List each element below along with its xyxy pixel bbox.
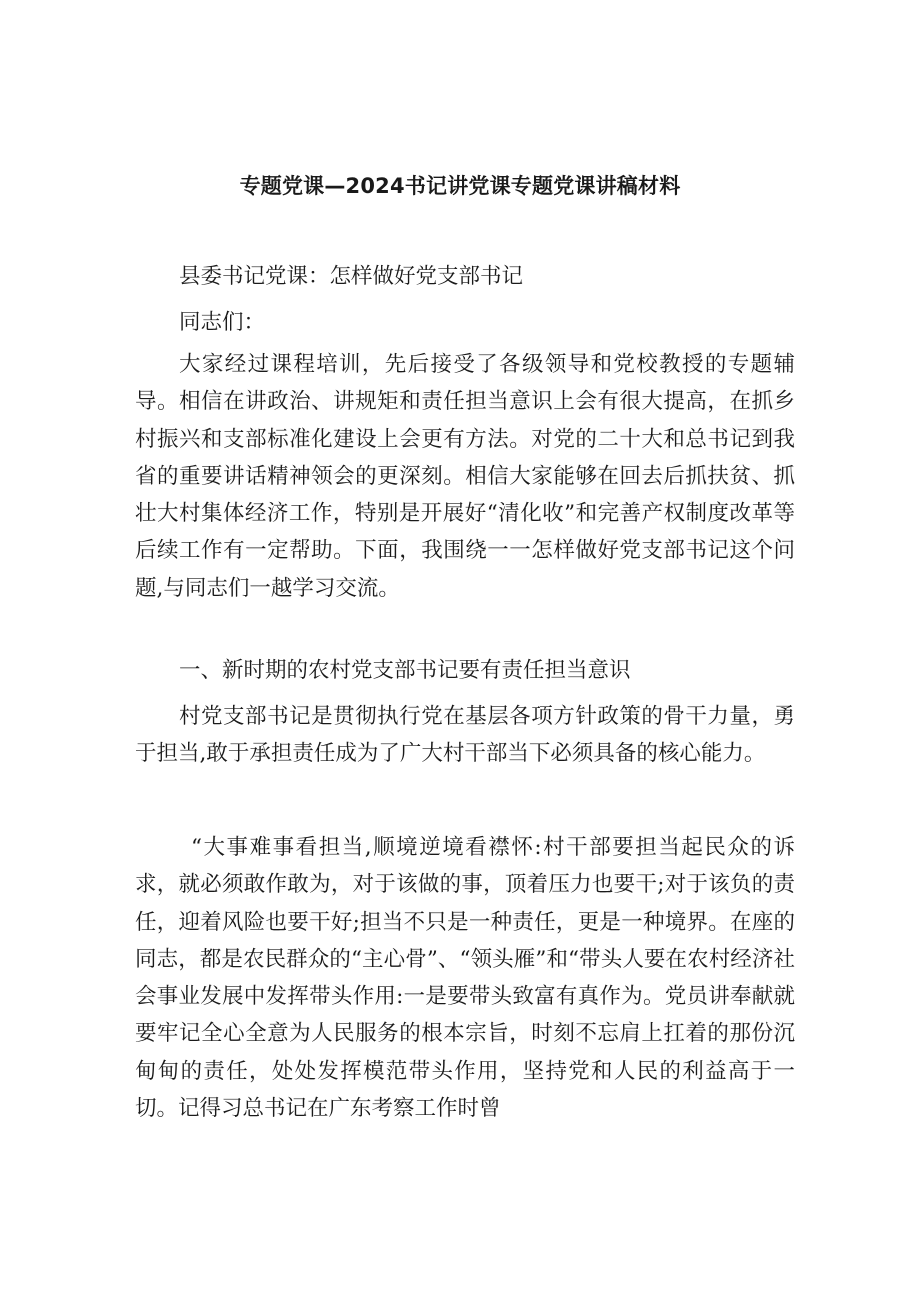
document-title: 专题党课—2024书记讲党课专题党课讲稿材料 — [239, 174, 681, 198]
section-paragraph: “大事难事看担当,顺境逆境看襟怀:村干部要担当起民众的诉求，就必须敢作敢为，对于该做的事，顶着压力也要干;对于该负的责任，迎着风险也要干好;担当不只是一种责任，更是一种境界。在座的同志，都是农民群众的“主心骨”、“领头雁”和“带头人要在农村经济社会事业发展中发挥带头作用:一是要带头致富有真作为。党员讲奉献就要牢记全心全意为人民服务的根本宗旨，时刻不忘肩上扛着的那份沉甸甸的责任，处处发挥模范带头作用，坚持党和人民的利益高于一切。记得习总书记在广东考察工作时曾 — [135, 835, 795, 1122]
salutation: 同志们： — [179, 310, 266, 335]
intro-paragraph: 大家经过课程培训，先后接受了各级领导和党校教授的专题辅导。相信在讲政治、讲规矩和责任担当意识上会有很大提高，在抓乡村振兴和支部标准化建设上会更有方法。对党的二十大和总书记到我省的重要讲话精神领会的更深刻。相信大家能够在回去后抓扶贫、抓壮大村集体经济工作，特别是开展好“清化收”和完善产权制度改革等后续工作有一定帮助。下面，我围绕一一怎样做好党支部书记这个问题,与同志们一越学习交流。 — [135, 352, 795, 601]
section-paragraph: 村党支部书记是贯彻执行党在基层各项方针政策的骨干力量，勇于担当,敢于承担责任成为了广大村干部当下必须具备的核心能力。 — [135, 704, 795, 767]
document-subtitle: 县委书记党课：怎样做好党支部书记 — [179, 264, 524, 289]
section-heading: 一、新时期的农村党支部书记要有责任担当意识 — [179, 658, 631, 683]
